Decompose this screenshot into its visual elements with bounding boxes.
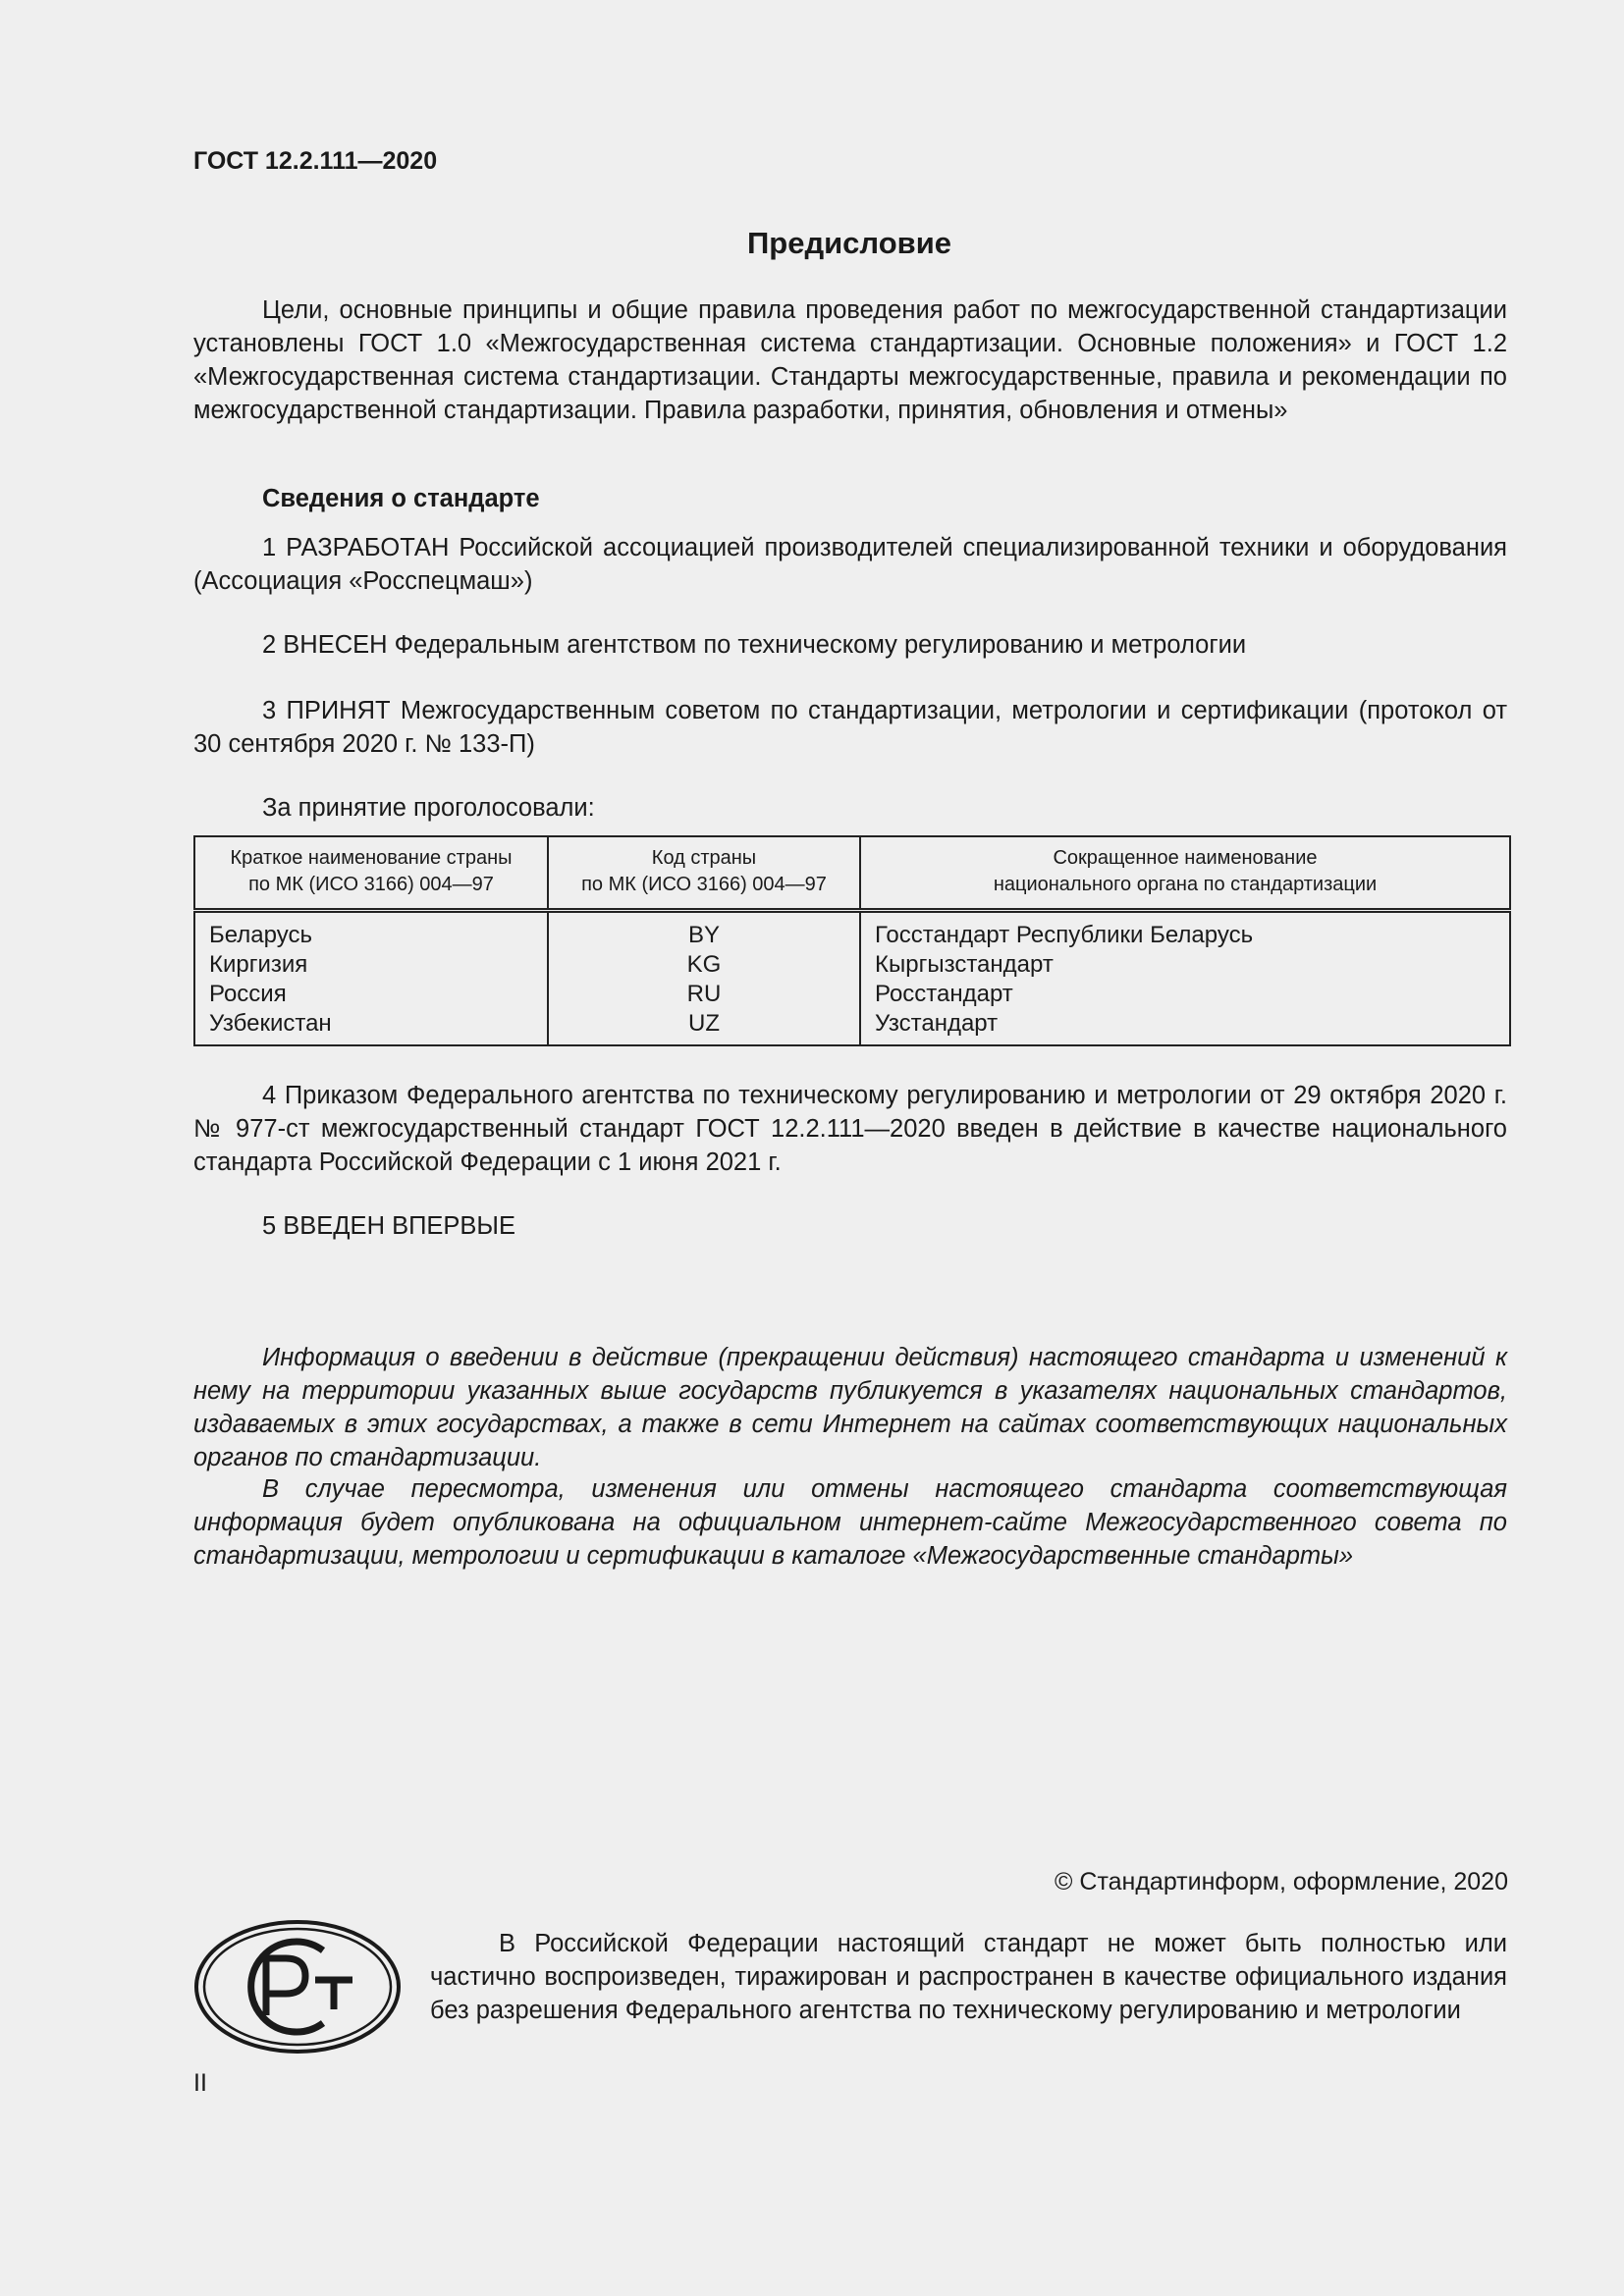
table-header-row [194, 836, 1510, 911]
item-submitted: 2 ВНЕСЕН Федеральным агентством по техническому регулированию и метрологии [262, 631, 1247, 659]
cell-country: Беларусь [194, 911, 548, 951]
header-code: Код страны по МК (ИСО 3166) 004—97 [548, 836, 860, 911]
intro-paragraph: Цели, основные принципы и общие правила проведения работ по межгосударственной стандартизации установлены ГОСТ 1.0 «Межгосударственная система стандартизации. Основные положения» и ГОСТ 1.2 «Межгосударственная система стандартизации. Стандарты межгосударственные, правила и рекомендации по межгосударственной стандартизации. Правила разработки, принятия, обновления и отмены» [193, 296, 1507, 424]
reproduction-notice: В Российской Федерации настоящий стандарт не может быть полностью или частично воспроизведен, тиражирован и распространен в качестве официального издания без разрешения Федерального агентства по техническому регулированию и метрологии [430, 1930, 1507, 2024]
table-row [194, 911, 1510, 951]
cell-body: Узстандарт [860, 1009, 1510, 1045]
document-code: ГОСТ 12.2.111—2020 [193, 147, 438, 175]
page-title: Предисловие [746, 226, 951, 260]
copyright-line: © Стандартинформ, оформление, 2020 [1055, 1868, 1508, 1896]
voted-label: За принятие проголосовали: [262, 794, 595, 822]
cell-body: Росстандарт [860, 980, 1510, 1009]
cell-body: Кыргызстандарт [860, 950, 1510, 980]
header-country: Краткое наименование страны по МК (ИСО 3166) 004—97 [194, 836, 548, 911]
item-first-introduced: 5 ВВЕДЕН ВПЕРВЫЕ [262, 1212, 516, 1240]
italic-note-publication: Информация о введении в действие (прекращении действия) настоящего стандарта и изменений к нему на территории указанных выше государств публикуется в указателях национальных стандартов, издаваемых в этих государствах, а также в сети Интернет на сайтах соответствующих национальных органов по стандартизации. [193, 1344, 1507, 1471]
cell-code: KG [548, 950, 860, 980]
table-row [194, 1009, 1510, 1045]
cell-code: RU [548, 980, 860, 1009]
cell-country: Узбекистан [194, 1009, 548, 1045]
voting-table [193, 835, 1511, 1046]
item-developed: 1 РАЗРАБОТАН Российской ассоциацией производителей специализированной техники и оборудования (Ассоциация «Росспецмаш») [193, 534, 1507, 595]
table-row [194, 980, 1510, 1009]
italic-note-revision: В случае пересмотра, изменения или отмены настоящего стандарта соответствующая информация будет опубликована на официальном интернет-сайте Межгосударственного совета по стандартизации, метрологии и сертификации в каталоге «Межгосударственные стандарты» [193, 1475, 1507, 1570]
cell-body: Госстандарт Республики Беларусь [860, 911, 1510, 951]
header-body: Сокращенное наименование национального органа по стандартизации [860, 836, 1510, 911]
item-adopted: 3 ПРИНЯТ Межгосударственным советом по стандартизации, метрологии и сертификации (протокол от 30 сентября 2020 г. № 133-П) [193, 697, 1507, 758]
cell-code: BY [548, 911, 860, 951]
info-heading: Сведения о стандарте [262, 485, 540, 512]
cell-country: Россия [194, 980, 548, 1009]
item-enacted: 4 Приказом Федерального агентства по техническому регулированию и метрологии от 29 октября 2020 г. № 977-ст межгосударственный стандарт ГОСТ 12.2.111—2020 введен в действие в качестве национального стандарта Российской Федерации с 1 июня 2021 г. [193, 1082, 1507, 1176]
cell-country: Киргизия [194, 950, 548, 980]
table-row [194, 950, 1510, 980]
cell-code: UZ [548, 1009, 860, 1045]
rst-certification-mark-icon [193, 1919, 402, 2055]
page-number: II [193, 2069, 207, 2097]
